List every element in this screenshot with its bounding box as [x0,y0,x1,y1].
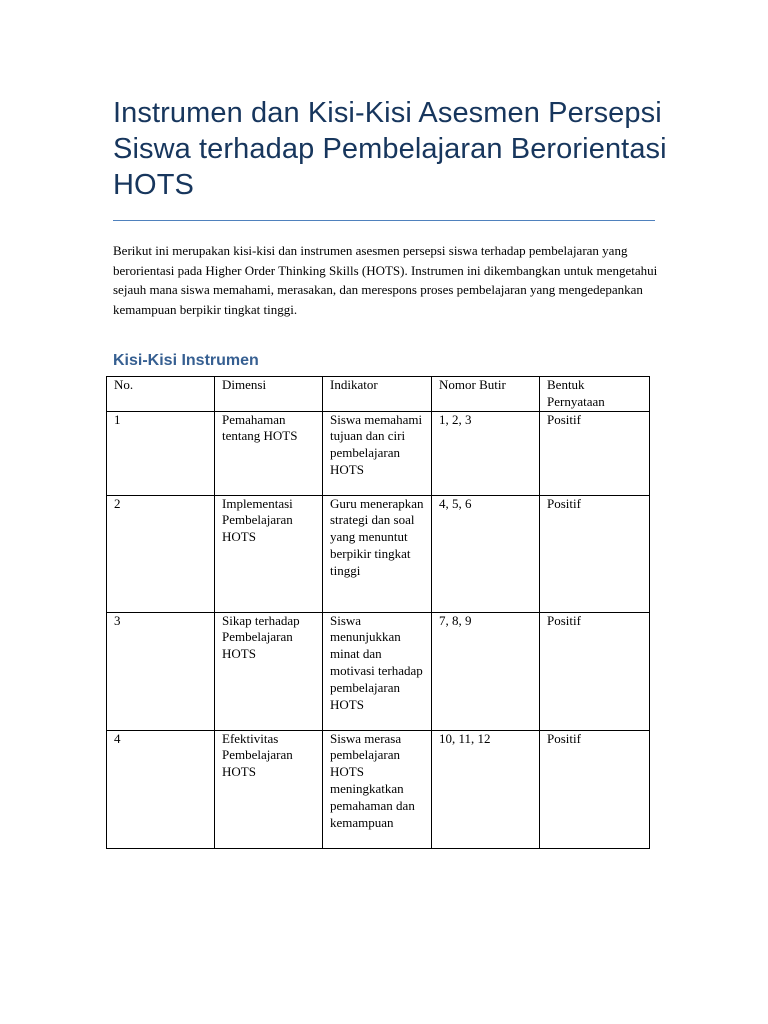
cell-nomor-butir: 4, 5, 6 [432,495,540,612]
cell-nomor-butir: 7, 8, 9 [432,612,540,730]
cell-dimensi: Efektivitas Pembelajaran HOTS [215,730,323,848]
header-bentuk-pernyataan: Bentuk Pernyataan [540,377,650,412]
cell-no: 1 [107,411,215,495]
section-heading: Kisi-Kisi Instrumen [113,352,259,369]
cell-indikator: Siswa merasa pembelajaran HOTS meningkatkan pemahaman dan kemampuan [323,730,432,848]
document-title: Instrumen dan Kisi-Kisi Asesmen Persepsi Siswa terhadap Pembelajaran Berorientasi HOTS [113,97,667,201]
table-header-row [107,377,650,412]
cell-no: 2 [107,495,215,612]
header-no: No. [107,377,215,412]
header-indikator: Indikator [323,377,432,412]
header-nomor-butir: Nomor Butir [432,377,540,412]
cell-indikator: Siswa menunjukkan minat dan motivasi terhadap pembelajaran HOTS [323,612,432,730]
cell-dimensi: Sikap terhadap Pembelajaran HOTS [215,612,323,730]
cell-bentuk-pernyataan: Positif [540,730,650,848]
cell-indikator: Siswa memahami tujuan dan ciri pembelajaran HOTS [323,411,432,495]
cell-nomor-butir: 1, 2, 3 [432,411,540,495]
cell-no: 3 [107,612,215,730]
cell-no: 4 [107,730,215,848]
kisi-kisi-table [106,376,650,849]
cell-bentuk-pernyataan: Positif [540,612,650,730]
cell-dimensi: Implementasi Pembelajaran HOTS [215,495,323,612]
cell-nomor-butir: 10, 11, 12 [432,730,540,848]
cell-bentuk-pernyataan: Positif [540,495,650,612]
cell-dimensi: Pemahaman tentang HOTS [215,411,323,495]
table-row [107,730,650,848]
table-row [107,411,650,495]
table-row [107,495,650,612]
intro-paragraph: Berikut ini merupakan kisi-kisi dan instrumen asesmen persepsi siswa terhadap pembelajaran yang berorientasi pada Higher Order Thinking Skills (HOTS). Instrumen ini dikembangkan untuk mengetahui sejauh mana siswa memahami, merasakan, dan merespons proses pembelajaran yang mengedepankan kemampuan berpikir tingkat tinggi. [113,243,658,317]
header-dimensi: Dimensi [215,377,323,412]
title-underline [113,220,655,221]
table-row [107,612,650,730]
cell-bentuk-pernyataan: Positif [540,411,650,495]
cell-indikator: Guru menerapkan strategi dan soal yang menuntut berpikir tingkat tinggi [323,495,432,612]
